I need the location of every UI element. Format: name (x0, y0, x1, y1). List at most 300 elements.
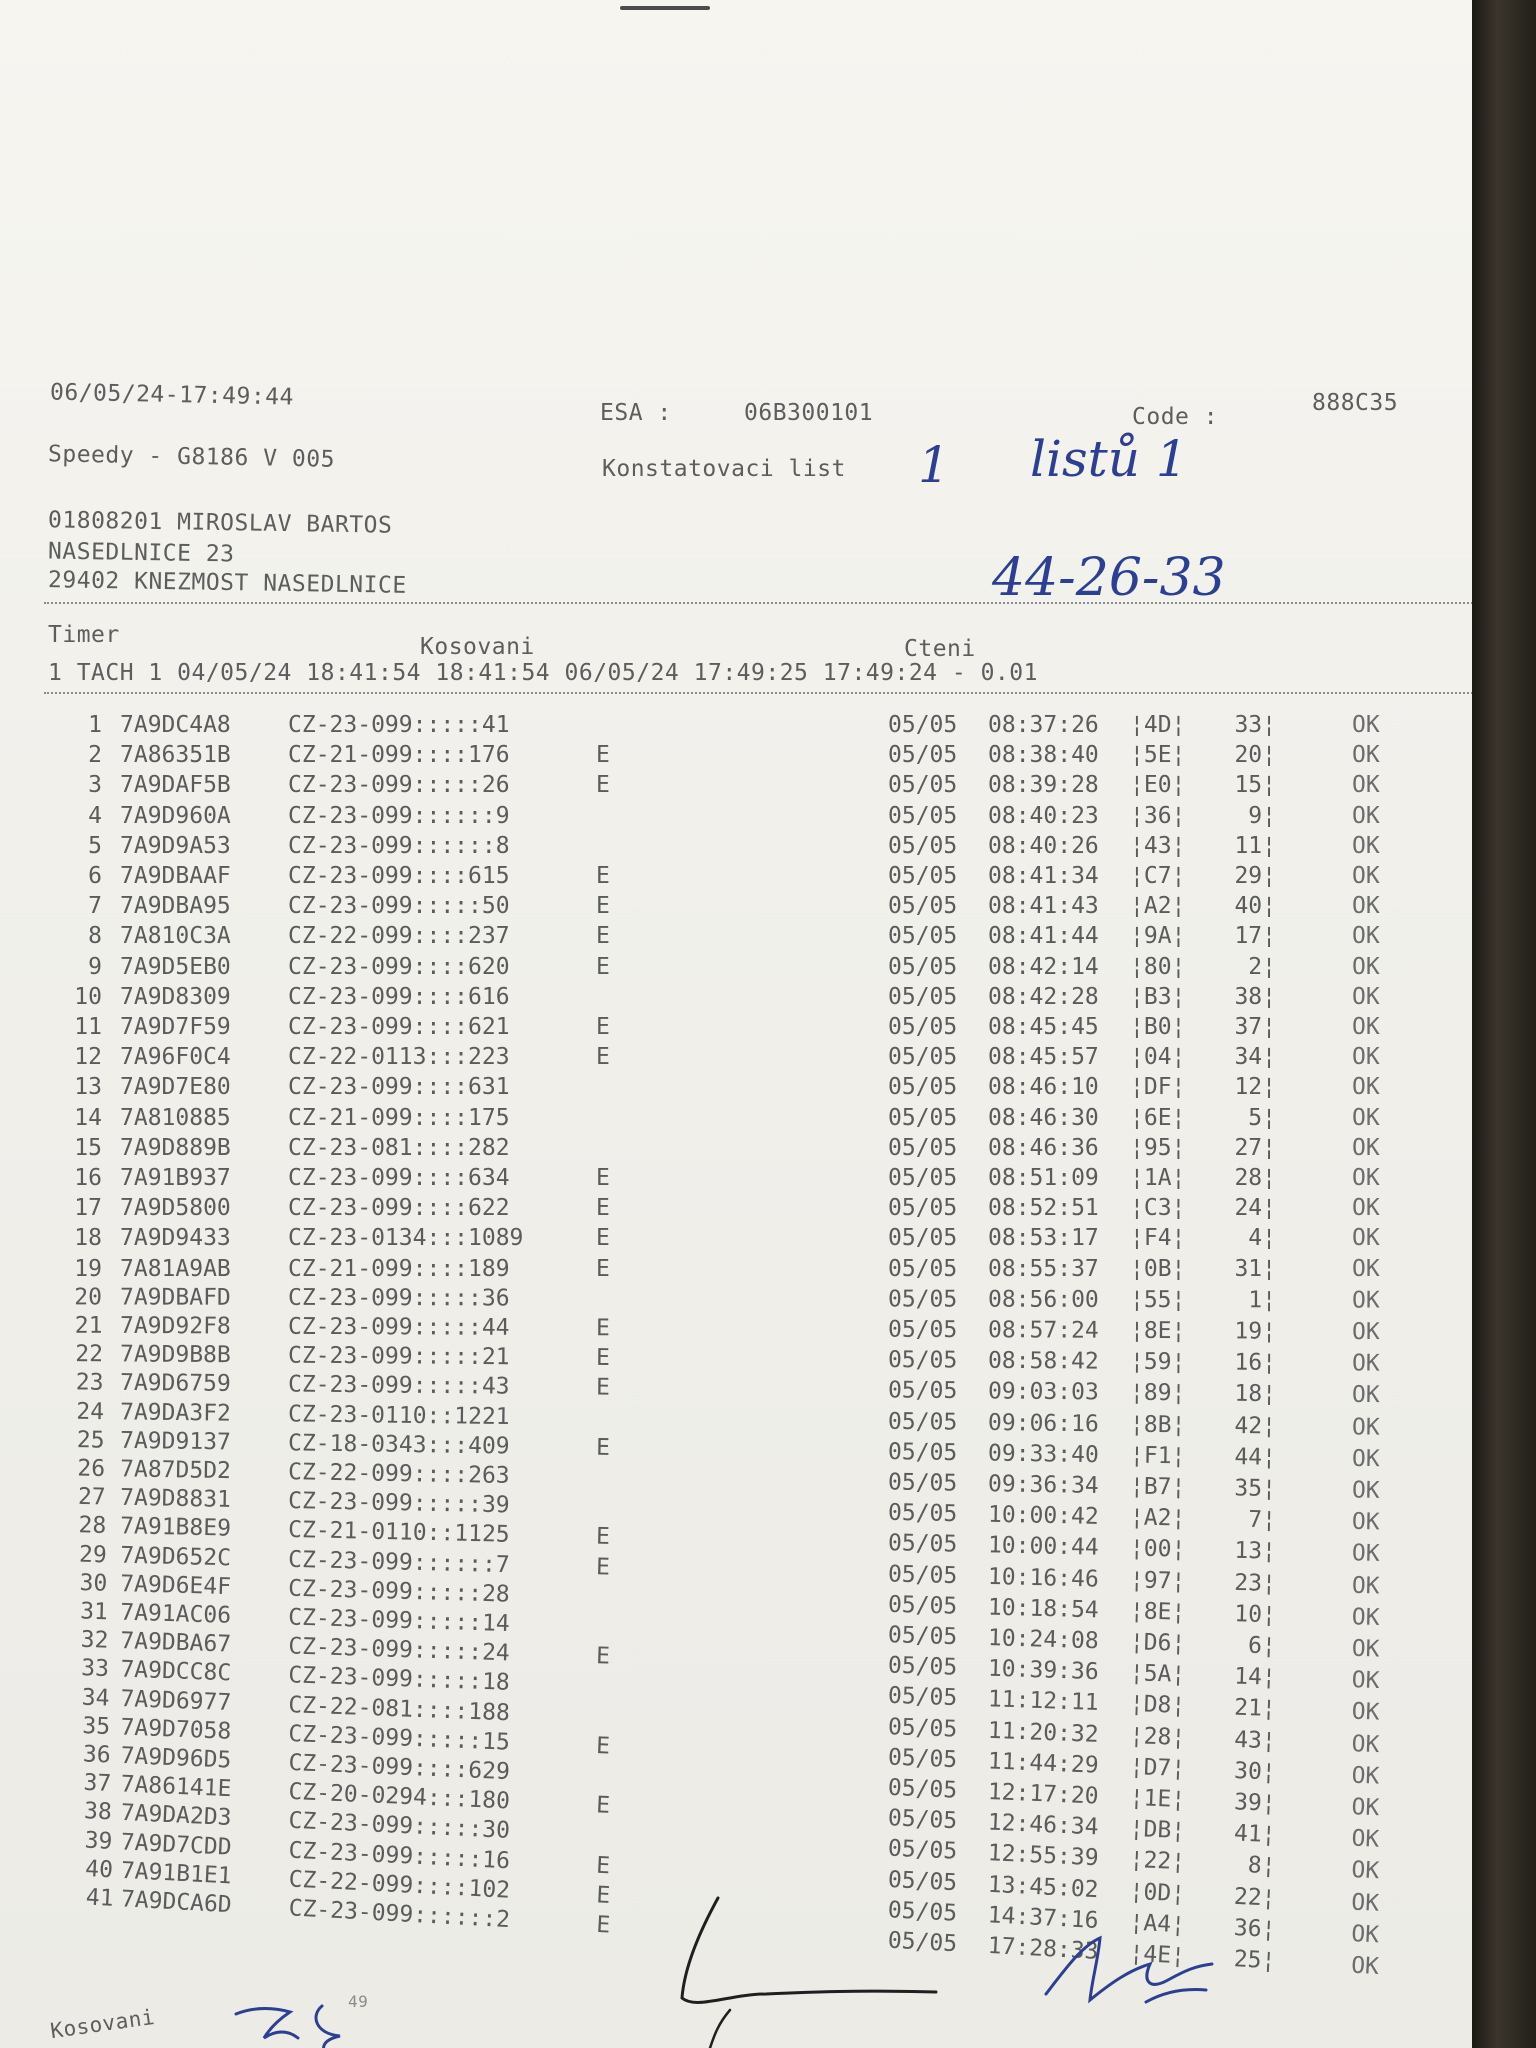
ring-code: CZ-20-0294:::180 (287, 1778, 511, 1815)
entry-time: 08:37:26 (988, 712, 1099, 738)
entry-value: 23¦ (1234, 1569, 1277, 1597)
entry-status: OK (1351, 1572, 1380, 1600)
entry-date: 05/05 (888, 1074, 958, 1101)
entry-date: 05/05 (888, 1134, 958, 1161)
entry-code: 7A9D6759 (119, 1370, 231, 1398)
entry-code: 7A9D889B (120, 1134, 231, 1161)
entry-code: 7A9D7F59 (120, 1014, 231, 1040)
entry-hex: ¦95¦ (1130, 1134, 1186, 1161)
ring-code: CZ-23-099:::::44 (287, 1313, 510, 1341)
entry-time: 08:52:51 (988, 1195, 1099, 1222)
ring-code: CZ-22-099::::102 (288, 1866, 511, 1904)
handwritten-signature-left (656, 1898, 956, 2048)
table-row (48, 923, 1448, 953)
tear-mark (620, 6, 710, 10)
entry-code: 7A9D652C (119, 1542, 232, 1571)
ring-code: CZ-23-099:::::50 (288, 893, 510, 920)
entry-code: 7A9D96D5 (120, 1742, 232, 1774)
ring-code: CZ-23-099:::::39 (287, 1488, 510, 1519)
entry-hex: ¦D8¦ (1129, 1691, 1186, 1720)
entry-date: 05/05 (888, 1014, 958, 1040)
entry-flag: E (595, 1852, 611, 1879)
table-row (48, 893, 1448, 923)
entry-status: OK (1351, 1604, 1380, 1631)
entry-status: OK (1352, 1225, 1380, 1252)
row-number: 15 (74, 1134, 102, 1161)
row-number: 9 (88, 953, 102, 980)
handwritten-code: 44-26-33 (992, 548, 1226, 608)
row-number: 7 (88, 893, 102, 920)
entry-code: 7A81A9AB (120, 1255, 231, 1282)
entry-code: 7A9D5EB0 (120, 953, 231, 980)
entry-time: 11:44:29 (987, 1748, 1100, 1779)
ring-code: CZ-23-099:::::15 (287, 1720, 511, 1756)
row-number: 32 (80, 1626, 109, 1654)
entry-time: 08:57:24 (987, 1317, 1099, 1344)
entry-hex: ¦D6¦ (1129, 1629, 1186, 1657)
entry-status: OK (1351, 1350, 1380, 1377)
entry-value: 41¦ (1233, 1820, 1277, 1849)
ring-code: CZ-23-099:::::41 (288, 712, 510, 738)
entry-code: 7A9DBAFD (119, 1284, 231, 1311)
entry-value: 22¦ (1233, 1883, 1277, 1912)
entry-status: OK (1352, 983, 1380, 1010)
entry-hex: ¦80¦ (1130, 953, 1186, 980)
entry-status: OK (1351, 1635, 1380, 1663)
entry-status: OK (1352, 923, 1380, 950)
entry-code: 7A87D5D2 (119, 1456, 232, 1485)
esa-label: ESA : (600, 400, 672, 426)
entry-code: 7A9D5800 (120, 1195, 231, 1222)
esa-value: 06B300101 (744, 400, 874, 426)
entry-date: 05/05 (887, 1713, 958, 1743)
edge-shadow (1472, 0, 1536, 2048)
timestamp: 06/05/24-17:49:44 (49, 379, 295, 411)
table-row (48, 1105, 1448, 1135)
entry-date: 05/05 (887, 1683, 958, 1712)
entry-date: 05/05 (887, 1927, 958, 1958)
table-row (48, 1044, 1448, 1074)
entry-status: OK (1352, 802, 1380, 829)
entry-hex: ¦4D¦ (1130, 712, 1186, 738)
entry-time: 10:16:46 (987, 1563, 1100, 1593)
tach-line: 1 TACH 1 04/05/24 18:41:54 18:41:54 06/05/24 17:49:25 17:49:24 - 0.01 (48, 660, 1038, 686)
entry-code: 7A91B1E1 (120, 1857, 233, 1890)
entry-time: 08:42:14 (988, 953, 1099, 980)
entry-status: OK (1351, 1794, 1380, 1822)
entry-status: OK (1351, 1540, 1380, 1568)
entry-flag: E (595, 1434, 611, 1461)
entry-hex: ¦36¦ (1130, 802, 1186, 829)
entry-flag: E (596, 953, 610, 980)
entry-time: 09:06:16 (987, 1409, 1099, 1437)
handwritten-signature-initials (228, 1996, 388, 2048)
entry-date: 05/05 (888, 802, 958, 829)
entry-hex: ¦28¦ (1129, 1722, 1186, 1751)
entry-date: 05/05 (887, 1286, 958, 1313)
entry-flag: E (595, 1524, 611, 1551)
table-row (48, 742, 1448, 772)
entry-time: 08:42:28 (988, 983, 1099, 1010)
document-title: Konstatovaci list (602, 456, 846, 482)
row-number: 38 (83, 1798, 113, 1826)
entry-value: 24¦ (1234, 1195, 1276, 1222)
entry-code: 7A9D9137 (119, 1427, 232, 1456)
entry-code: 7A9D92F8 (119, 1312, 231, 1340)
entry-flag: E (595, 1792, 611, 1820)
entry-value: 30¦ (1233, 1757, 1277, 1786)
entry-hex: ¦C7¦ (1130, 863, 1186, 889)
row-number: 21 (74, 1312, 103, 1339)
entry-date: 05/05 (887, 1561, 958, 1589)
entry-hex: ¦1E¦ (1129, 1784, 1186, 1814)
row-number: 13 (74, 1074, 102, 1101)
row-number: 10 (74, 983, 102, 1010)
entry-flag: E (595, 1553, 611, 1581)
entry-time: 08:53:17 (988, 1225, 1099, 1252)
entry-status: OK (1350, 1920, 1380, 1949)
entry-time: 10:24:08 (987, 1625, 1100, 1655)
entry-flag: E (596, 863, 610, 889)
entry-hex: ¦8B¦ (1129, 1411, 1186, 1438)
ring-code: CZ-23-099::::::7 (287, 1546, 511, 1578)
entry-status: OK (1350, 1857, 1380, 1885)
entry-hex: ¦43¦ (1130, 832, 1186, 859)
entry-flag: E (596, 1165, 610, 1191)
entry-status: OK (1351, 1382, 1380, 1409)
entry-hex: ¦8E¦ (1129, 1598, 1186, 1626)
row-number: 33 (80, 1655, 110, 1683)
ring-code: CZ-21-099::::189 (288, 1255, 510, 1282)
entry-status: OK (1352, 1014, 1380, 1040)
entry-code: 7A9DBA95 (120, 893, 231, 920)
entry-status: OK (1352, 1255, 1380, 1282)
row-number: 18 (74, 1225, 102, 1252)
entry-hex: ¦F4¦ (1130, 1225, 1186, 1252)
entry-hex: ¦59¦ (1129, 1348, 1186, 1376)
entry-code: 7A9D7E80 (120, 1074, 231, 1101)
entry-date: 05/05 (887, 1377, 958, 1405)
entry-hex: ¦A4¦ (1128, 1909, 1186, 1939)
entry-value: 44¦ (1234, 1443, 1277, 1471)
ring-code: CZ-23-099::::634 (288, 1165, 510, 1191)
entry-code: 7A9D8309 (120, 983, 231, 1010)
entry-date: 05/05 (887, 1774, 958, 1804)
entry-time: 08:58:42 (987, 1347, 1099, 1375)
entry-value: 14¦ (1233, 1663, 1277, 1691)
entry-value: 8¦ (1247, 1852, 1277, 1880)
row-number: 30 (79, 1569, 108, 1597)
table-row (48, 833, 1448, 863)
footer-kosovani-label: Kosovani (48, 2004, 157, 2044)
entry-time: 08:55:37 (988, 1255, 1099, 1282)
entry-value: 1¦ (1248, 1287, 1277, 1314)
entry-time: 08:40:26 (988, 832, 1099, 859)
entry-time: 09:36:34 (987, 1471, 1099, 1499)
row-number: 4 (88, 802, 102, 829)
entry-hex: ¦9A¦ (1130, 923, 1186, 950)
entry-hex: ¦B7¦ (1129, 1473, 1186, 1501)
entry-status: OK (1352, 1044, 1380, 1071)
entry-value: 42¦ (1234, 1412, 1277, 1440)
entry-code: 7A9DBAAF (120, 863, 231, 889)
entry-date: 05/05 (888, 1195, 958, 1222)
ring-code: CZ-23-099:::::36 (287, 1284, 510, 1312)
entry-value: 13¦ (1234, 1538, 1277, 1565)
entry-time: 12:55:39 (987, 1840, 1100, 1872)
entry-code: 7A9DCA6D (120, 1886, 233, 1919)
row-number: 26 (77, 1455, 106, 1483)
entry-value: 2¦ (1248, 953, 1276, 980)
entry-flag: E (595, 1374, 611, 1402)
row-number: 11 (74, 1014, 102, 1040)
entry-time: 14:37:16 (987, 1902, 1100, 1934)
entry-date: 05/05 (888, 1044, 958, 1071)
entry-value: 38¦ (1234, 983, 1276, 1010)
entry-hex: ¦0B¦ (1130, 1255, 1186, 1282)
entry-value: 31¦ (1234, 1255, 1276, 1282)
entry-code: 7A96F0C4 (120, 1044, 231, 1071)
entry-status: OK (1352, 1195, 1380, 1222)
entry-date: 05/05 (888, 863, 958, 889)
ring-code: CZ-23-099:::::30 (287, 1808, 511, 1845)
entry-time: 11:20:32 (987, 1717, 1100, 1748)
table-row (48, 772, 1448, 802)
row-number: 27 (77, 1484, 106, 1511)
entry-hex: ¦22¦ (1129, 1847, 1186, 1876)
entry-status: OK (1350, 1952, 1380, 1980)
entry-status: OK (1351, 1318, 1380, 1346)
entry-date: 05/05 (888, 953, 958, 980)
row-number: 39 (84, 1827, 113, 1855)
row-number: 12 (74, 1044, 102, 1071)
entry-flag: E (596, 1044, 610, 1071)
entry-code: 7A9DA2D3 (120, 1800, 233, 1832)
row-number: 25 (76, 1426, 105, 1454)
entry-date: 05/05 (888, 712, 958, 738)
ring-code: CZ-23-099::::::8 (288, 832, 510, 859)
entry-value: 40¦ (1234, 893, 1276, 920)
entry-time: 12:17:20 (987, 1778, 1100, 1810)
entry-hex: ¦DF¦ (1130, 1074, 1186, 1101)
table-row (48, 1284, 1448, 1317)
table-row (48, 1135, 1448, 1165)
entry-code: 7A9DBA67 (119, 1628, 232, 1658)
entry-time: 08:38:40 (988, 742, 1099, 769)
table-row (48, 1225, 1448, 1255)
entry-code: 7A9D9B8B (119, 1341, 231, 1369)
entry-time: 13:45:02 (987, 1871, 1100, 1903)
table-row (48, 1074, 1448, 1104)
entry-code: 7A9DC4A8 (120, 712, 231, 738)
city: 29402 KNEZMOST NASEDLNICE (47, 567, 407, 599)
entry-hex: ¦55¦ (1129, 1286, 1186, 1313)
entry-date: 05/05 (887, 1866, 958, 1896)
entry-value: 11¦ (1234, 832, 1276, 859)
entry-status: OK (1351, 1699, 1380, 1726)
row-number: 8 (88, 923, 102, 950)
entry-status: OK (1350, 1825, 1380, 1853)
entry-time: 08:40:23 (988, 802, 1099, 829)
ring-code: CZ-23-099:::::21 (287, 1342, 510, 1371)
entry-status: OK (1350, 1889, 1380, 1917)
code-value: 888C35 (1312, 390, 1399, 416)
entry-date: 05/05 (887, 1408, 958, 1436)
entry-flag: E (595, 1345, 610, 1372)
row-number: 29 (78, 1541, 108, 1568)
row-number: 3 (88, 772, 102, 799)
entry-flag: E (595, 1643, 611, 1670)
entry-status: OK (1351, 1445, 1380, 1473)
entry-flag: E (595, 1732, 611, 1760)
entry-value: 43¦ (1233, 1726, 1277, 1754)
row-number: 6 (88, 863, 102, 889)
entry-date: 05/05 (888, 1104, 958, 1131)
entry-status: OK (1351, 1667, 1380, 1695)
entry-time: 10:00:44 (987, 1532, 1100, 1562)
ring-code: CZ-22-099::::237 (288, 923, 510, 950)
ring-code: CZ-23-0110::1221 (287, 1400, 510, 1430)
row-number: 2 (88, 742, 102, 769)
table-row (48, 712, 1448, 742)
entry-code: 7A9D6977 (120, 1685, 232, 1716)
ring-code: CZ-21-099::::176 (288, 742, 510, 769)
row-number: 28 (78, 1512, 107, 1540)
entry-value: 34¦ (1234, 1044, 1276, 1071)
entry-time: 08:41:44 (988, 923, 1099, 950)
entry-status: OK (1351, 1287, 1380, 1314)
entry-value: 9¦ (1248, 802, 1276, 829)
ring-code: CZ-21-0110::1125 (287, 1517, 510, 1549)
entry-time: 08:51:09 (988, 1165, 1099, 1191)
entry-code: 7A810885 (120, 1104, 231, 1131)
ring-code: CZ-23-099:::::18 (287, 1662, 511, 1697)
ring-code: CZ-23-099:::::28 (287, 1575, 511, 1608)
entry-time: 08:46:36 (988, 1134, 1099, 1161)
street: NASEDLNICE 23 (47, 538, 235, 568)
entry-flag: E (596, 1014, 610, 1040)
entry-value: 16¦ (1234, 1349, 1277, 1377)
ring-code: CZ-22-099::::263 (287, 1459, 510, 1489)
ring-code: CZ-23-099::::629 (287, 1749, 511, 1786)
entry-hex: ¦97¦ (1129, 1566, 1186, 1595)
entry-value: 36¦ (1233, 1914, 1277, 1943)
entry-status: OK (1351, 1413, 1380, 1441)
entry-hex: ¦1A¦ (1130, 1165, 1186, 1191)
entry-date: 05/05 (887, 1469, 958, 1497)
entry-flag: E (596, 742, 610, 769)
entry-date: 05/05 (887, 1744, 958, 1773)
entry-value: 21¦ (1233, 1695, 1277, 1723)
row-number: 17 (74, 1195, 102, 1222)
kosovani-header-label: Kosovani (420, 634, 535, 660)
entry-date: 05/05 (888, 923, 958, 950)
entry-time: 08:41:43 (988, 893, 1099, 920)
entry-value: 27¦ (1234, 1134, 1276, 1161)
entry-status: OK (1352, 1165, 1380, 1191)
entry-date: 05/05 (887, 1347, 958, 1374)
entry-date: 05/05 (888, 1255, 958, 1282)
row-number: 20 (74, 1284, 103, 1311)
separator-middle (44, 692, 1472, 694)
entry-hex: ¦8E¦ (1129, 1317, 1186, 1345)
entry-date: 05/05 (888, 832, 958, 859)
table-row (48, 1165, 1448, 1195)
ring-code: CZ-23-099::::616 (288, 983, 510, 1010)
handwritten-sheets: listů 1 (1030, 430, 1188, 488)
entry-value: 19¦ (1234, 1318, 1277, 1345)
entry-date: 05/05 (887, 1530, 958, 1558)
entry-status: OK (1352, 712, 1380, 738)
entry-time: 08:39:28 (988, 772, 1099, 799)
device: Speedy - G8186 V 005 (47, 441, 336, 473)
entry-status: OK (1352, 1104, 1380, 1131)
separator-top (44, 602, 1472, 604)
row-number: 34 (81, 1684, 110, 1712)
entry-time: 08:56:00 (987, 1286, 1099, 1313)
entry-date: 05/05 (887, 1591, 958, 1620)
entry-status: OK (1351, 1730, 1380, 1758)
entry-value: 15¦ (1234, 772, 1276, 799)
ring-code: CZ-23-099::::631 (288, 1074, 510, 1101)
ring-code: CZ-22-081::::188 (287, 1691, 511, 1726)
code-label: Code : (1132, 404, 1219, 430)
entry-value: 18¦ (1234, 1381, 1277, 1408)
entry-time: 09:03:03 (987, 1378, 1099, 1406)
entry-status: OK (1351, 1477, 1380, 1504)
entry-date: 05/05 (887, 1622, 958, 1651)
entry-status: OK (1352, 1134, 1380, 1161)
entry-value: 10¦ (1233, 1600, 1277, 1628)
entry-flag: E (596, 1195, 610, 1222)
entry-date: 05/05 (887, 1316, 958, 1344)
entry-flag: E (595, 1315, 610, 1342)
entry-value: 17¦ (1234, 923, 1276, 950)
ring-code: CZ-22-0113:::223 (288, 1044, 510, 1071)
entry-time: 10:18:54 (987, 1594, 1100, 1624)
table-row (48, 863, 1448, 893)
handwritten-signature-right (1036, 1928, 1236, 2038)
entry-hex: ¦0D¦ (1129, 1878, 1186, 1907)
entry-value: 28¦ (1234, 1165, 1276, 1191)
ring-code: CZ-23-099::::615 (288, 863, 510, 889)
entry-value: 37¦ (1234, 1014, 1276, 1040)
entry-code: 7A91B8E9 (119, 1513, 232, 1543)
row-number: 31 (79, 1598, 109, 1626)
table-row (48, 984, 1448, 1014)
entry-value: 39¦ (1233, 1789, 1277, 1817)
entry-code: 7A86141E (120, 1771, 232, 1803)
entry-code: 7A9D6E4F (119, 1570, 232, 1600)
entry-code: 7A9D9433 (120, 1225, 231, 1252)
entry-value: 25¦ (1233, 1946, 1277, 1975)
entry-hex: ¦00¦ (1129, 1535, 1186, 1564)
row-number: 36 (82, 1741, 112, 1769)
entry-time: 09:33:40 (987, 1440, 1099, 1468)
entry-time: 08:46:30 (988, 1104, 1099, 1131)
entry-code: 7A9D9A53 (120, 832, 231, 859)
entry-flag: E (596, 893, 610, 920)
entry-date: 05/05 (888, 772, 958, 799)
entry-value: 5¦ (1248, 1104, 1276, 1131)
row-number: 5 (88, 832, 102, 859)
entry-date: 05/05 (887, 1896, 958, 1927)
entry-hex: ¦D7¦ (1129, 1753, 1186, 1782)
entry-code: 7A9DA3F2 (119, 1398, 232, 1427)
table-row (48, 1195, 1448, 1225)
entry-date: 05/05 (888, 1225, 958, 1252)
entry-status: OK (1352, 893, 1380, 920)
